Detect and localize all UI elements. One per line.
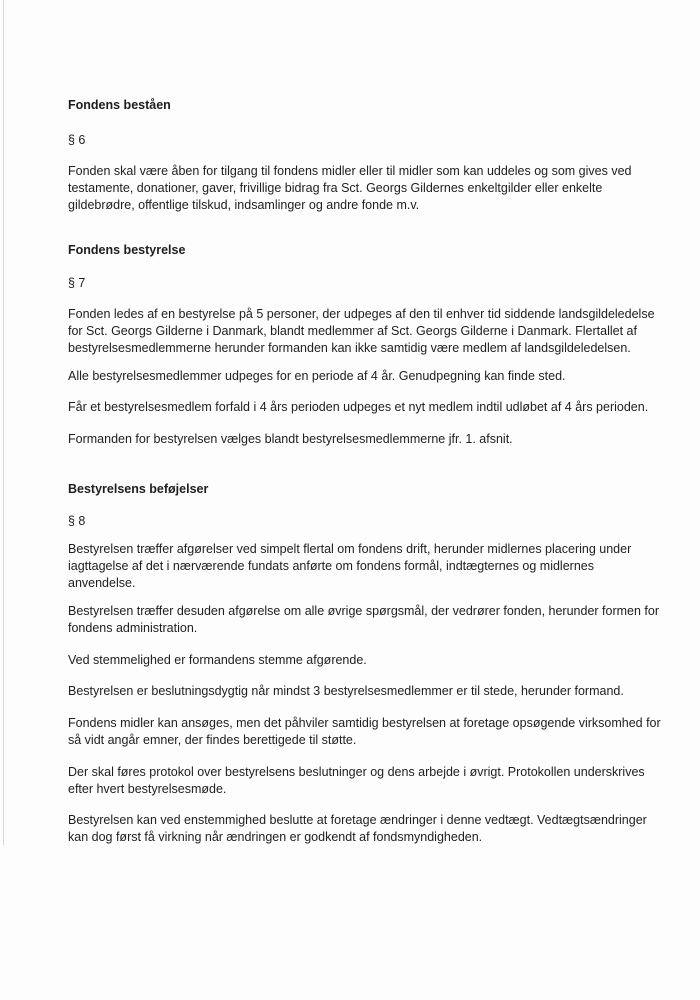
- section-heading-fondens-bestyrelse: Fondens bestyrelse: [68, 243, 186, 257]
- text-line: Får et bestyrelsesmedlem forfald i 4 års perioden udpeges et nyt medlem indtil udløbet af 4 års perioden.: [68, 400, 649, 414]
- section-8-paragraph-7: [68, 812, 668, 846]
- text-line: Bestyrelsen kan ved enstemmighed beslutte at foretage ændringer i denne vedtægt. Vedtægtsændringer: [68, 813, 647, 827]
- text-line: Fondens midler kan ansøges, men det påhviler samtidig bestyrelsen at foretage opsøgende virksomhed for: [68, 716, 661, 730]
- text-line: kan dog først få virkning når ændringen er godkendt af fondsmyndigheden.: [68, 830, 483, 845]
- text-line: iagttagelse af det i nærværende fundats anførte om fondens formål, indtægternes og midlernes: [68, 559, 594, 574]
- section-8-paragraph-6: [68, 764, 668, 798]
- text-line: Fonden skal være åben for tilgang til fondens midler eller til midler som kan uddeles og som gives ved: [68, 164, 632, 178]
- text-line: Ved stemmelighed er formandens stemme afgørende.: [68, 653, 367, 667]
- text-line: bestyrelsesmedlemmerne herunder formanden kan ikke samtidig være medlem af landsgildeledelsen.: [68, 341, 631, 356]
- section-7-paragraph-1: [68, 306, 668, 358]
- text-line: Bestyrelsen træffer afgørelser ved simpelt flertal om fondens drift, herunder midlernes placering under: [68, 542, 632, 556]
- section-number-6: § 6: [68, 133, 86, 147]
- text-line: fondens administration.: [68, 621, 198, 636]
- section-7-paragraph-2: [68, 368, 668, 385]
- section-8-paragraph-3: [68, 652, 668, 669]
- section-heading-fondens-bestaaen: Fondens beståen: [68, 98, 171, 112]
- text-line: Fonden ledes af en bestyrelse på 5 personer, der udpeges af den til enhver tid siddende landsgildeledelse: [68, 307, 655, 321]
- scan-edge-line: [3, 0, 4, 845]
- text-line: Der skal føres protokol over bestyrelsens beslutninger og dens arbejde i øvrigt. Protokollen underskrives: [68, 765, 645, 779]
- section-7-paragraph-3: [68, 399, 668, 416]
- section-7-paragraph-4: [68, 431, 668, 448]
- text-line: testamente, donationer, gaver, frivillige bidrag fra Sct. Georgs Gildernes enkeltgilder eller enkelte: [68, 181, 603, 196]
- text-line: Alle bestyrelsesmedlemmer udpeges for en periode af 4 år. Genudpegning kan finde sted.: [68, 369, 566, 383]
- section-8-paragraph-5: [68, 715, 668, 749]
- text-line: gildebrødre, offentlige tilskud, indsamlinger og andre fonde m.v.: [68, 198, 420, 213]
- text-line: efter hvert bestyrelsesmøde.: [68, 782, 227, 797]
- text-line: så vidt angår emner, der findes berettigede til støtte.: [68, 733, 357, 748]
- section-8-paragraph-2: [68, 603, 668, 637]
- section-heading-bestyrelsens-befoejelser: Bestyrelsens beføjelser: [68, 482, 209, 496]
- section-6-paragraph-1: [68, 163, 668, 215]
- section-8-paragraph-4: [68, 683, 668, 700]
- text-line: Bestyrelsen er beslutningsdygtig når mindst 3 bestyrelsesmedlemmer er til stede, herunder formand.: [68, 684, 624, 698]
- section-number-7: § 7: [68, 276, 86, 290]
- section-8-paragraph-1: [68, 541, 668, 593]
- text-line: Formanden for bestyrelsen vælges blandt bestyrelsesmedlemmerne jfr. 1. afsnit.: [68, 432, 513, 446]
- text-line: Bestyrelsen træffer desuden afgørelse om alle øvrige spørgsmål, der vedrører fonden, herunder formen for: [68, 604, 660, 618]
- section-number-8: § 8: [68, 514, 86, 528]
- text-line: anvendelse.: [68, 576, 136, 591]
- text-line: for Sct. Georgs Gilderne i Danmark, blandt medlemmer af Sct. Georgs Gilderne i Danmark. Flertallet af: [68, 324, 637, 339]
